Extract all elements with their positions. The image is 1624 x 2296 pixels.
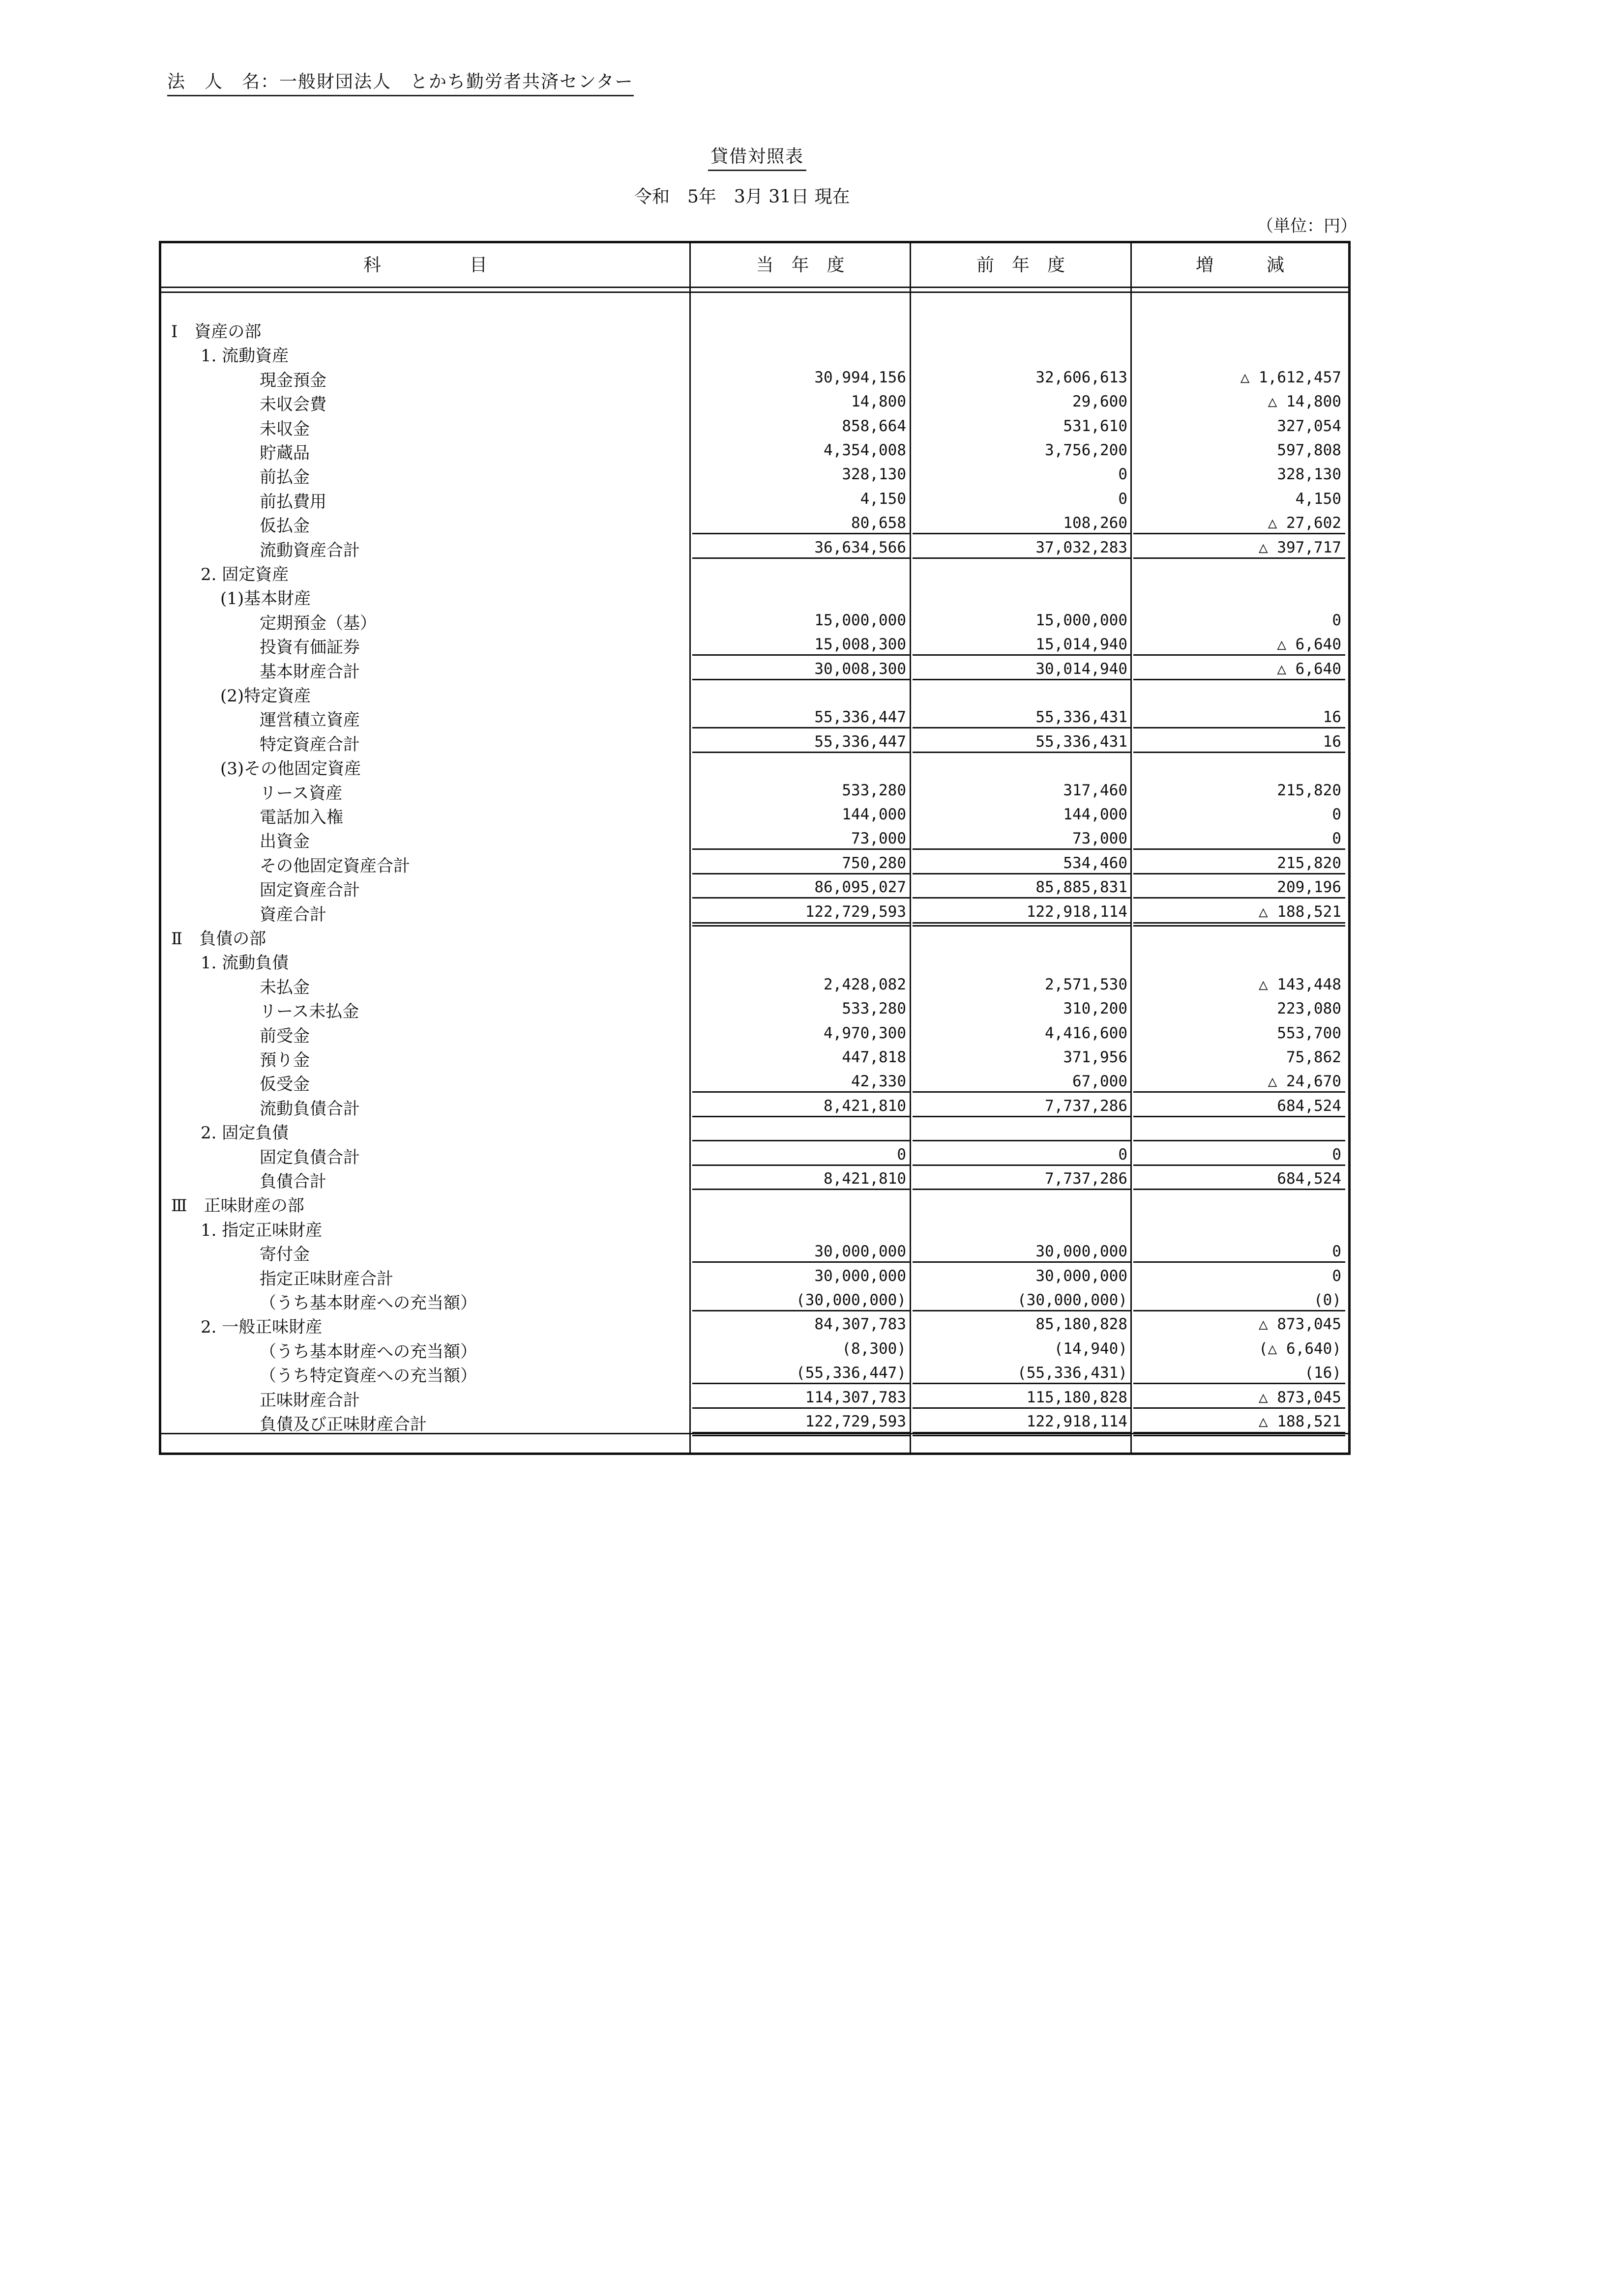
cell-change: 4,150	[1295, 490, 1341, 508]
row-label: 投資有価証券	[260, 638, 360, 658]
row-label: Ⅲ 正味財産の部	[171, 1196, 304, 1216]
table-row	[161, 753, 1348, 779]
cell-current: (8,300)	[842, 1339, 906, 1358]
as-of-date: 令和 5年 3月 31日 現在	[634, 187, 850, 207]
row-label: Ⅱ 負債の部	[171, 929, 266, 949]
row-label: 特定資産合計	[260, 734, 360, 755]
cell-change: 209,196	[1277, 878, 1341, 897]
cell-change: 75,862	[1286, 1048, 1341, 1066]
table-row	[161, 365, 1348, 390]
cell-change: (16)	[1304, 1364, 1341, 1382]
cell-change: 684,524	[1277, 1170, 1341, 1188]
cell-change: △ 188,521	[1259, 1413, 1341, 1430]
cell-change: (0)	[1314, 1291, 1341, 1309]
row-label: Ⅰ 資産の部	[171, 322, 262, 342]
cell-change: △ 27,602	[1268, 514, 1341, 532]
document-title: 貸借対照表	[708, 143, 806, 171]
double-underline	[1133, 1432, 1345, 1436]
cell-current: 36,634,566	[814, 538, 906, 556]
cell-change: 0	[1332, 830, 1341, 848]
row-label: 2. 一般正味財産	[201, 1317, 323, 1337]
cell-change: △ 14,800	[1268, 393, 1341, 411]
row-label: リース資産	[260, 783, 343, 803]
row-label: 未払金	[260, 977, 310, 997]
row-label: 現金預金	[260, 370, 326, 390]
row-label: 2. 固定負債	[201, 1123, 289, 1143]
double-underline	[913, 1432, 1131, 1436]
table-row	[161, 778, 1348, 803]
cell-change: 0	[1332, 806, 1341, 823]
row-label: 前払金	[260, 467, 310, 488]
row-label: 流動負債合計	[260, 1099, 360, 1119]
table-row	[161, 1117, 1348, 1143]
header-current-year: 当 年 度	[756, 255, 845, 275]
row-label: （うち基本財産への充当額）	[260, 1341, 477, 1362]
cell-current: 30,994,156	[814, 368, 906, 386]
cell-previous: 115,180,828	[1026, 1388, 1127, 1406]
cell-current: 42,330	[851, 1073, 906, 1091]
table-row	[161, 947, 1348, 973]
cell-change: △ 873,045	[1259, 1388, 1341, 1406]
cell-change: 16	[1323, 732, 1341, 751]
cell-current: (55,336,447)	[796, 1364, 906, 1382]
cell-change: △ 1,612,457	[1240, 368, 1341, 386]
cell-change: 553,700	[1277, 1024, 1341, 1042]
row-label: 負債及び正味財産合計	[260, 1415, 427, 1434]
cell-previous: 310,200	[1063, 1000, 1127, 1018]
cell-previous: 30,014,940	[1035, 660, 1127, 678]
table-row	[161, 1166, 1348, 1192]
balance-sheet-table	[159, 241, 1351, 1455]
table-row	[161, 1385, 1348, 1410]
row-label: 寄付金	[260, 1245, 310, 1265]
cell-current: 122,729,593	[805, 1413, 906, 1430]
cell-previous: 55,336,431	[1035, 732, 1127, 751]
cell-change: △ 6,640	[1277, 636, 1341, 654]
row-label: 1. 指定正味財産	[201, 1220, 323, 1240]
cell-current: 86,095,027	[814, 878, 906, 897]
row-label: (3)その他固定資産	[220, 759, 361, 779]
cell-current: 122,729,593	[805, 902, 906, 921]
table-row	[161, 1239, 1348, 1265]
cell-current: 447,818	[842, 1048, 906, 1066]
row-label: 1. 流動負債	[201, 953, 289, 973]
row-label: 基本財産合計	[260, 662, 360, 682]
cell-change: △ 397,717	[1259, 538, 1341, 556]
cell-change: 16	[1323, 708, 1341, 727]
cell-current: 73,000	[851, 830, 906, 848]
cell-previous: 15,014,940	[1035, 636, 1127, 654]
cell-change: △ 188,521	[1259, 902, 1341, 921]
row-label: （うち基本財産への充当額）	[260, 1293, 477, 1313]
table-row	[161, 535, 1348, 560]
cell-change: △ 143,448	[1259, 975, 1341, 993]
row-label: 出資金	[260, 832, 310, 852]
table-row	[161, 462, 1348, 488]
cell-current: 30,008,300	[814, 660, 906, 678]
table-row	[161, 1287, 1348, 1313]
header-previous-year: 前 年 度	[976, 255, 1065, 275]
cell-current: 30,000,000	[814, 1243, 906, 1261]
row-label: 定期預金（基）	[260, 613, 377, 633]
row-label: 固定資産合計	[260, 880, 360, 901]
cell-previous: 73,000	[1072, 830, 1127, 848]
table-row	[161, 1263, 1348, 1289]
cell-change: 215,820	[1277, 781, 1341, 799]
row-label: 正味財産合計	[260, 1390, 360, 1410]
cell-previous: 7,737,286	[1045, 1097, 1127, 1115]
cell-previous: 122,918,114	[1026, 1413, 1127, 1430]
table-row	[161, 559, 1348, 584]
table-row	[161, 729, 1348, 755]
row-label: 流動資産合計	[260, 540, 360, 560]
cell-change: (△ 6,640)	[1259, 1339, 1341, 1358]
row-label: 指定正味財産合計	[260, 1269, 393, 1289]
cell-previous: 30,000,000	[1035, 1267, 1127, 1285]
table-header	[161, 243, 1348, 288]
cell-current: 84,307,783	[814, 1315, 906, 1334]
cell-current: 55,336,447	[814, 708, 906, 727]
cell-current: 533,280	[842, 1000, 906, 1018]
cell-current: 8,421,810	[824, 1097, 906, 1115]
cell-previous: (14,940)	[1054, 1339, 1127, 1358]
cell-previous: 67,000	[1072, 1073, 1127, 1091]
cell-current: 0	[897, 1145, 906, 1163]
cell-change: 0	[1332, 1145, 1341, 1163]
cell-previous: 85,180,828	[1035, 1315, 1127, 1334]
table-row	[161, 1190, 1348, 1216]
cell-change: 684,524	[1277, 1097, 1341, 1115]
cell-previous: 0	[1118, 490, 1127, 508]
cell-change: 0	[1332, 1267, 1341, 1285]
cell-current: 15,000,000	[814, 611, 906, 629]
cell-change: 327,054	[1277, 417, 1341, 435]
cell-current: (30,000,000)	[796, 1291, 906, 1309]
table-row	[161, 996, 1348, 1022]
cell-current: 14,800	[851, 393, 906, 411]
cell-previous: 108,260	[1063, 514, 1127, 532]
cell-previous: (55,336,431)	[1017, 1364, 1127, 1382]
table-row	[161, 1215, 1348, 1240]
cell-current: 328,130	[842, 465, 906, 484]
cell-current: 8,421,810	[824, 1170, 906, 1188]
table-row	[161, 1360, 1348, 1386]
cell-current: 4,354,008	[824, 441, 906, 459]
cell-previous: 37,032,283	[1035, 538, 1127, 556]
table-row	[161, 826, 1348, 852]
header-account: 科 目	[363, 255, 487, 275]
table-row	[161, 850, 1348, 876]
row-label: その他固定資産合計	[260, 856, 410, 876]
row-label: 仮払金	[260, 516, 310, 536]
unit-label: （単位：円）	[1257, 216, 1357, 236]
cell-change: 0	[1332, 1243, 1341, 1261]
cell-current: 533,280	[842, 781, 906, 799]
cell-previous: 534,460	[1063, 854, 1127, 872]
cell-previous: 2,571,530	[1045, 975, 1127, 993]
table-row	[161, 413, 1348, 439]
row-label: 負債合計	[260, 1172, 326, 1192]
table-row	[161, 802, 1348, 827]
table-row	[161, 680, 1348, 706]
cell-current: 858,664	[842, 417, 906, 435]
cell-current: 2,428,082	[824, 975, 906, 993]
table-row	[161, 340, 1348, 366]
row-label: 仮受金	[260, 1075, 310, 1095]
cell-previous: 0	[1118, 1145, 1127, 1163]
cell-previous: 371,956	[1063, 1048, 1127, 1066]
cell-current: 114,307,783	[805, 1388, 906, 1406]
cell-previous: 4,416,600	[1045, 1024, 1127, 1042]
table-row	[161, 899, 1348, 925]
cell-previous: 317,460	[1063, 781, 1127, 799]
cell-change: △ 6,640	[1277, 660, 1341, 678]
table-row	[161, 437, 1348, 463]
table-row	[161, 1045, 1348, 1070]
table-row	[161, 632, 1348, 658]
row-label: (1)基本財産	[220, 589, 311, 609]
cell-previous: 122,918,114	[1026, 902, 1127, 921]
header-change: 増 減	[1195, 255, 1284, 275]
table-row	[161, 704, 1348, 730]
table-row	[161, 1311, 1348, 1337]
row-label: (2)特定資産	[220, 686, 311, 706]
cell-current: 144,000	[842, 806, 906, 823]
table-row	[161, 874, 1348, 901]
cell-change: 0	[1332, 611, 1341, 629]
cell-change: △ 873,045	[1259, 1315, 1341, 1334]
cell-previous: 29,600	[1072, 393, 1127, 411]
cell-previous: 7,737,286	[1045, 1170, 1127, 1188]
cell-previous: 32,606,613	[1035, 368, 1127, 386]
cell-current: 4,150	[860, 490, 906, 508]
row-label: 貯蔵品	[260, 443, 310, 463]
row-label: 電話加入権	[260, 808, 343, 827]
table-row	[161, 656, 1348, 682]
cell-current: 4,970,300	[824, 1024, 906, 1042]
row-label: 未収会費	[260, 395, 326, 415]
cell-previous: (30,000,000)	[1017, 1291, 1127, 1309]
row-label: 1. 流動資産	[201, 346, 289, 366]
double-underline	[692, 1432, 910, 1436]
table-row	[161, 1020, 1348, 1046]
header-rule	[161, 291, 1348, 293]
cell-previous: 0	[1118, 465, 1127, 484]
corporation-name: 法 人 名：一般財団法人 とかち勤労者共済センター	[167, 68, 634, 96]
row-label: 預り金	[260, 1050, 310, 1070]
cell-current: 80,658	[851, 514, 906, 532]
table-row	[161, 1093, 1348, 1119]
row-label: リース未払金	[260, 1002, 359, 1022]
table-row	[161, 608, 1348, 633]
row-label: 2. 固定資産	[201, 565, 289, 584]
table-row	[161, 1336, 1348, 1362]
row-label: 前払費用	[260, 492, 326, 512]
cell-current: 15,008,300	[814, 636, 906, 654]
cell-previous: 85,885,831	[1035, 878, 1127, 897]
row-label: 資産合計	[260, 904, 326, 925]
table-row	[161, 583, 1348, 609]
cell-previous: 55,336,431	[1035, 708, 1127, 727]
cell-previous: 3,756,200	[1045, 441, 1127, 459]
table-row	[161, 316, 1348, 342]
cell-previous: 144,000	[1063, 806, 1127, 823]
table-row	[161, 1409, 1348, 1434]
row-label: （うち特定資産への充当額）	[260, 1366, 477, 1386]
header-rule	[161, 287, 1348, 288]
table-row	[161, 510, 1348, 536]
cell-previous: 15,000,000	[1035, 611, 1127, 629]
cell-current: 55,336,447	[814, 732, 906, 751]
cell-previous: 30,000,000	[1035, 1243, 1127, 1261]
table-row	[161, 486, 1348, 512]
row-label: 固定負債合計	[260, 1147, 360, 1167]
row-label: 運営積立資産	[260, 710, 360, 730]
cell-previous: 531,610	[1063, 417, 1127, 435]
table-row	[161, 972, 1348, 997]
table-row	[161, 1142, 1348, 1167]
cell-change: 223,080	[1277, 1000, 1341, 1018]
cell-current: 750,280	[842, 854, 906, 872]
cell-change: 597,808	[1277, 441, 1341, 459]
table-row	[161, 923, 1348, 949]
row-label: 未収金	[260, 419, 310, 439]
table-row	[161, 1069, 1348, 1095]
table-row	[161, 389, 1348, 415]
cell-change: △ 24,670	[1268, 1073, 1341, 1091]
cell-current: 30,000,000	[814, 1267, 906, 1285]
cell-change: 215,820	[1277, 854, 1341, 872]
row-label: 前受金	[260, 1026, 310, 1046]
cell-change: 328,130	[1277, 465, 1341, 484]
